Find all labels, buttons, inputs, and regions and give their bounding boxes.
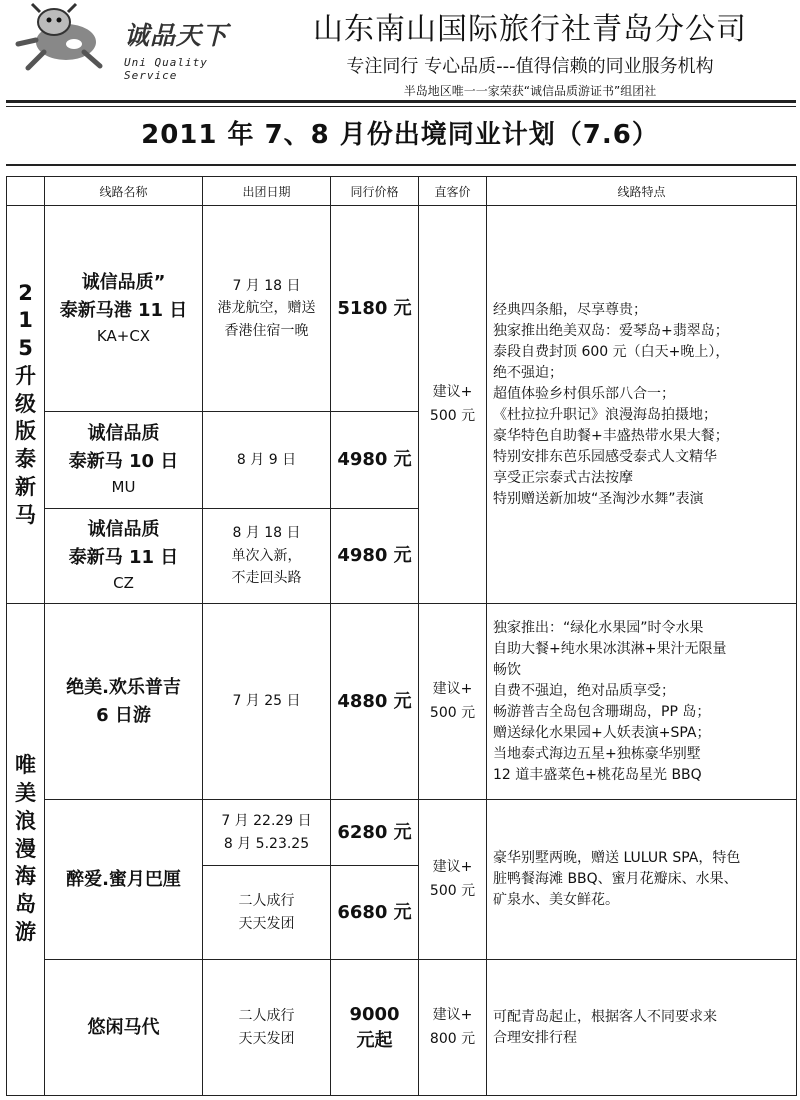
departure-date xyxy=(203,509,331,604)
group-char: 新 xyxy=(15,474,36,499)
route-name-line: 诚信品质 xyxy=(87,423,160,445)
feature-line: 泰段自费封顶 600 元（白天+晚上）， xyxy=(493,343,730,360)
date-line: 7 月 18 日 xyxy=(232,277,301,294)
logo-text: 诚品天下 xyxy=(124,21,229,50)
direct-line: 500 元 xyxy=(429,882,476,899)
trade-price: 6680 元 xyxy=(331,866,419,960)
departure-date xyxy=(203,206,331,412)
feature-line: 自费不强迫，绝对品质享受； xyxy=(493,682,675,699)
feature-line: 当地泰式海边五星+独栋豪华别墅 xyxy=(493,745,701,762)
group-char: 美 xyxy=(15,781,36,806)
direct-price xyxy=(419,604,487,800)
feature-line: 12 道丰盛菜色+桃花岛星光 BBQ xyxy=(493,766,702,783)
departure-date xyxy=(203,960,331,1096)
route-name-line: 诚信品质 xyxy=(87,519,160,541)
divider xyxy=(6,106,796,107)
price-line: 9000 xyxy=(349,1004,400,1026)
route-name xyxy=(45,604,203,800)
feature-line: 自助大餐+纯水果冰淇淋+果汁无限量 xyxy=(493,640,727,657)
group-char: 马 xyxy=(15,502,36,527)
direct-line: 建议+ xyxy=(432,680,473,697)
group-char: 升 xyxy=(15,363,36,388)
group-char: 唯 xyxy=(15,753,36,778)
date-line: 不走回头路 xyxy=(231,570,302,587)
departure-date: 8 月 9 日 xyxy=(203,412,331,509)
date-line: 香港住宿一晚 xyxy=(224,322,309,339)
airline-code: CZ xyxy=(113,574,134,593)
cow-mascot-icon xyxy=(14,2,114,74)
route-name-line: 泰新马 11 日 xyxy=(68,547,179,569)
table-row xyxy=(7,960,797,1096)
trade-price: 5180 元 xyxy=(331,206,419,412)
direct-line: 建议+ xyxy=(432,383,473,400)
trade-price: 4980 元 xyxy=(331,509,419,604)
route-features xyxy=(487,800,797,960)
route-features xyxy=(487,960,797,1096)
route-name xyxy=(45,412,203,509)
date-line: 二人成行 xyxy=(238,1008,295,1025)
feature-line: 绝不强迫； xyxy=(493,364,563,381)
route-name-line: 诚信品质” xyxy=(81,271,166,293)
route-features xyxy=(487,604,797,800)
airline-code: KA+CX xyxy=(96,326,151,345)
group-char: 浪 xyxy=(15,808,36,833)
company-name: 山东南山国际旅行社青岛分公司 xyxy=(313,12,747,47)
route-name-line: 绝美.欢乐普吉 xyxy=(66,676,181,698)
trade-price: 4880 元 xyxy=(331,604,419,800)
direct-price xyxy=(419,800,487,960)
feature-line: 可配青岛起止，根据客人不同要求来 xyxy=(493,1008,717,1025)
header-direct-price: 直客价 xyxy=(419,177,487,206)
group-char: 泰 xyxy=(15,447,36,472)
departure-date xyxy=(203,866,331,960)
feature-line: 超值体验乡村俱乐部八合一； xyxy=(493,385,675,402)
table-header-row xyxy=(7,177,797,206)
feature-line: 独家推出绝美双岛：爱琴岛+翡翠岛； xyxy=(493,322,729,339)
feature-line: 豪华别墅两晚，赠送 LULUR SPA，特色 xyxy=(493,850,741,866)
group-label-island xyxy=(7,604,45,1096)
feature-line: 豪华特色自助餐+丰盛热带水果大餐； xyxy=(493,427,729,444)
table-row xyxy=(7,604,797,800)
group-char: 2 xyxy=(18,280,33,305)
date-line: 港龙航空，赠送 xyxy=(217,300,316,317)
feature-line: 脏鸭餐海滩 BBQ、蜜月花瓣床、水果、 xyxy=(493,871,738,887)
direct-line: 800 元 xyxy=(429,1030,476,1047)
header-blank xyxy=(7,177,45,206)
group-char: 漫 xyxy=(15,836,36,861)
feature-line: 畅饮 xyxy=(493,661,521,678)
divider xyxy=(6,100,796,103)
route-name: 醉爱.蜜月巴厘 xyxy=(45,800,203,960)
header-trade-price: 同行价格 xyxy=(331,177,419,206)
direct-line: 建议+ xyxy=(432,858,473,875)
table-row xyxy=(7,800,797,866)
date-line: 天天发团 xyxy=(238,1030,295,1047)
date-line: 8 月 18 日 xyxy=(232,525,301,542)
logo-subtitle: Uni Quality Service xyxy=(124,56,208,82)
group-char: 级 xyxy=(15,391,36,416)
group-char: 5 xyxy=(18,336,33,361)
direct-price xyxy=(419,960,487,1096)
direct-line: 建议+ xyxy=(432,1006,473,1023)
route-name-line: 6 日游 xyxy=(96,704,151,726)
certification-note: 半岛地区唯一一家荣获“诚信品质游证书”组团社 xyxy=(403,84,657,98)
divider xyxy=(6,164,796,166)
group-char: 游 xyxy=(15,919,36,944)
group-char: 版 xyxy=(15,419,36,444)
feature-line: 畅游普吉全岛包含珊瑚岛，PP 岛； xyxy=(493,703,711,720)
date-line: 天天发团 xyxy=(238,915,295,932)
table-row xyxy=(7,206,797,412)
route-name xyxy=(45,509,203,604)
date-line: 二人成行 xyxy=(238,893,295,910)
header-route-features: 线路特点 xyxy=(487,177,797,206)
feature-line: 独家推出：“绿化水果园”时令水果 xyxy=(493,619,704,636)
feature-line: 矿泉水、美女鲜花。 xyxy=(493,892,619,908)
header xyxy=(0,0,800,110)
route-features xyxy=(487,206,797,604)
group-char: 海 xyxy=(15,864,36,889)
header-route-name: 线路名称 xyxy=(45,177,203,206)
direct-line: 500 元 xyxy=(429,407,476,424)
route-name xyxy=(45,206,203,412)
page-title: 2011 年 7、8 月份出境同业计划（7.6） xyxy=(141,120,659,150)
feature-line: 合理安排行程 xyxy=(493,1029,577,1046)
group-char: 岛 xyxy=(15,892,36,917)
departure-date: 7 月 25 日 xyxy=(203,604,331,800)
price-line: 元起 xyxy=(356,1029,393,1051)
feature-line: 《杜拉拉升职记》浪漫海岛拍摄地； xyxy=(493,406,717,423)
route-name-line: 泰新马港 11 日 xyxy=(59,299,188,321)
feature-line: 特别赠送新加坡“圣淘沙水舞”表演 xyxy=(493,490,704,507)
trade-price: 4980 元 xyxy=(331,412,419,509)
group-label-tai-xin-ma xyxy=(7,206,45,604)
feature-line: 享受正宗泰式古法按摩 xyxy=(493,469,633,486)
date-line: 8 月 5.23.25 xyxy=(223,835,310,852)
logo xyxy=(14,2,254,82)
route-name-line: 泰新马 10 日 xyxy=(68,451,179,473)
feature-line: 经典四条船，尽享尊贵； xyxy=(493,301,647,318)
trade-price: 6280 元 xyxy=(331,800,419,866)
direct-price xyxy=(419,206,487,604)
slogan: 专注同行 专心品质---值得信赖的同业服务机构 xyxy=(346,56,714,77)
date-line: 单次入新， xyxy=(231,547,302,564)
header-departure-date: 出团日期 xyxy=(203,177,331,206)
departure-date xyxy=(203,800,331,866)
direct-line: 500 元 xyxy=(429,704,476,721)
route-name: 悠闲马代 xyxy=(45,960,203,1096)
date-line: 7 月 22.29 日 xyxy=(221,813,312,830)
feature-line: 赠送绿化水果园+人妖表演+SPA； xyxy=(493,724,711,741)
feature-line: 特别安排东芭乐园感受泰式人文精华 xyxy=(493,448,717,465)
airline-code: MU xyxy=(111,478,136,497)
trade-price xyxy=(331,960,419,1096)
plan-table xyxy=(6,176,797,1096)
group-char: 1 xyxy=(18,308,33,333)
